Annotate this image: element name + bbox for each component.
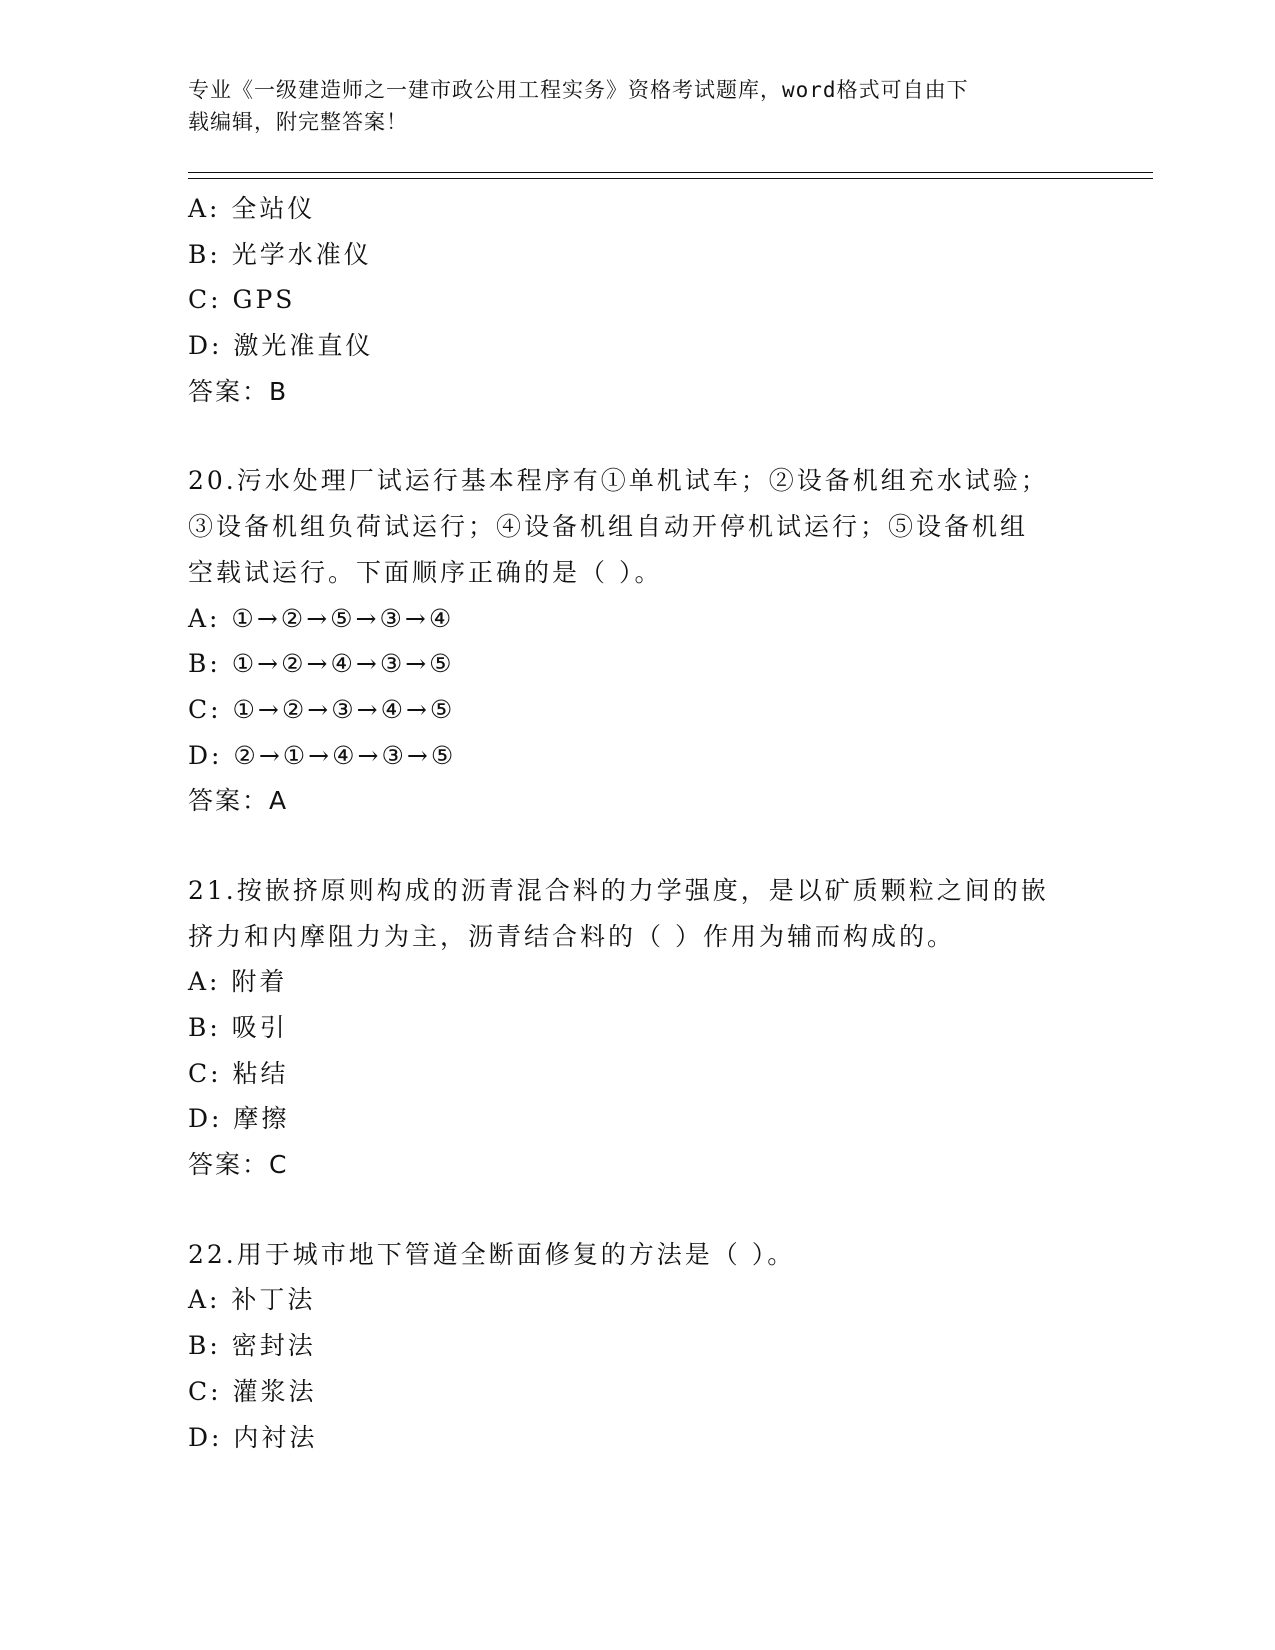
option-c: C: GPS [188,285,296,315]
document-header [188,74,1068,138]
option-d: D: 内衬法 [188,1422,318,1452]
option-b: B: 密封法 [188,1331,316,1361]
spacer [188,824,1088,868]
question-stem-line: ③设备机组负荷试运行；④设备机组自动开停机试运行；⑤设备机组 [188,512,1029,542]
option-b: B: 光学水准仪 [188,239,372,269]
header-rule-bottom [188,178,1153,179]
question-stem-line: 挤力和内摩阻力为主，沥青结合料的（ ）作用为辅而构成的。 [188,921,955,951]
option-c: C: 粘结 [188,1058,289,1088]
question-stem-line: 空载试运行。下面顺序正确的是（ ）。 [188,557,663,587]
option-d: D: ②→①→④→③→⑤ [188,740,457,770]
answer-line: 答案：C [188,1150,289,1180]
option-a: A: 全站仪 [188,194,316,223]
question-block [188,1232,1088,1460]
answer-line: 答案：A [188,786,289,816]
spacer [188,1188,1088,1232]
option-b: B: ①→②→④→③→⑤ [188,649,455,679]
answer-line: 答案：B [188,376,289,406]
option-c: C: ①→②→③→④→⑤ [188,694,456,724]
question-list [188,186,1088,1460]
option-a: A: 补丁法 [188,1285,316,1315]
spacer [188,414,1088,458]
option-d: D: 激光准直仪 [188,331,374,361]
option-b: B: 吸引 [188,1013,288,1042]
header-rule-top [188,172,1153,173]
option-c: C: 灌浆法 [188,1376,317,1406]
question-block [188,868,1088,1188]
question-stem-line: 22.用于城市地下管道全断面修复的方法是（ ）。 [188,1239,796,1269]
question-stem-line: 20.污水处理厂试运行基本程序有①单机试车；②设备机组充水试验； [188,466,1049,496]
question-block [188,186,1088,414]
option-d: D: 摩擦 [188,1104,290,1134]
question-stem-line: 21.按嵌挤原则构成的沥青混合料的力学强度，是以矿质颗粒之间的嵌 [188,875,1049,905]
option-a: A: 附着 [188,967,288,997]
option-a: A: ①→②→⑤→③→④ [188,603,455,633]
header-line-2: 载编辑，附完整答案！ [188,110,408,134]
question-block [188,458,1088,824]
header-line-1: 专业《一级建造师之一建市政公用工程实务》资格考试题库，word格式可自由下 [188,78,969,102]
